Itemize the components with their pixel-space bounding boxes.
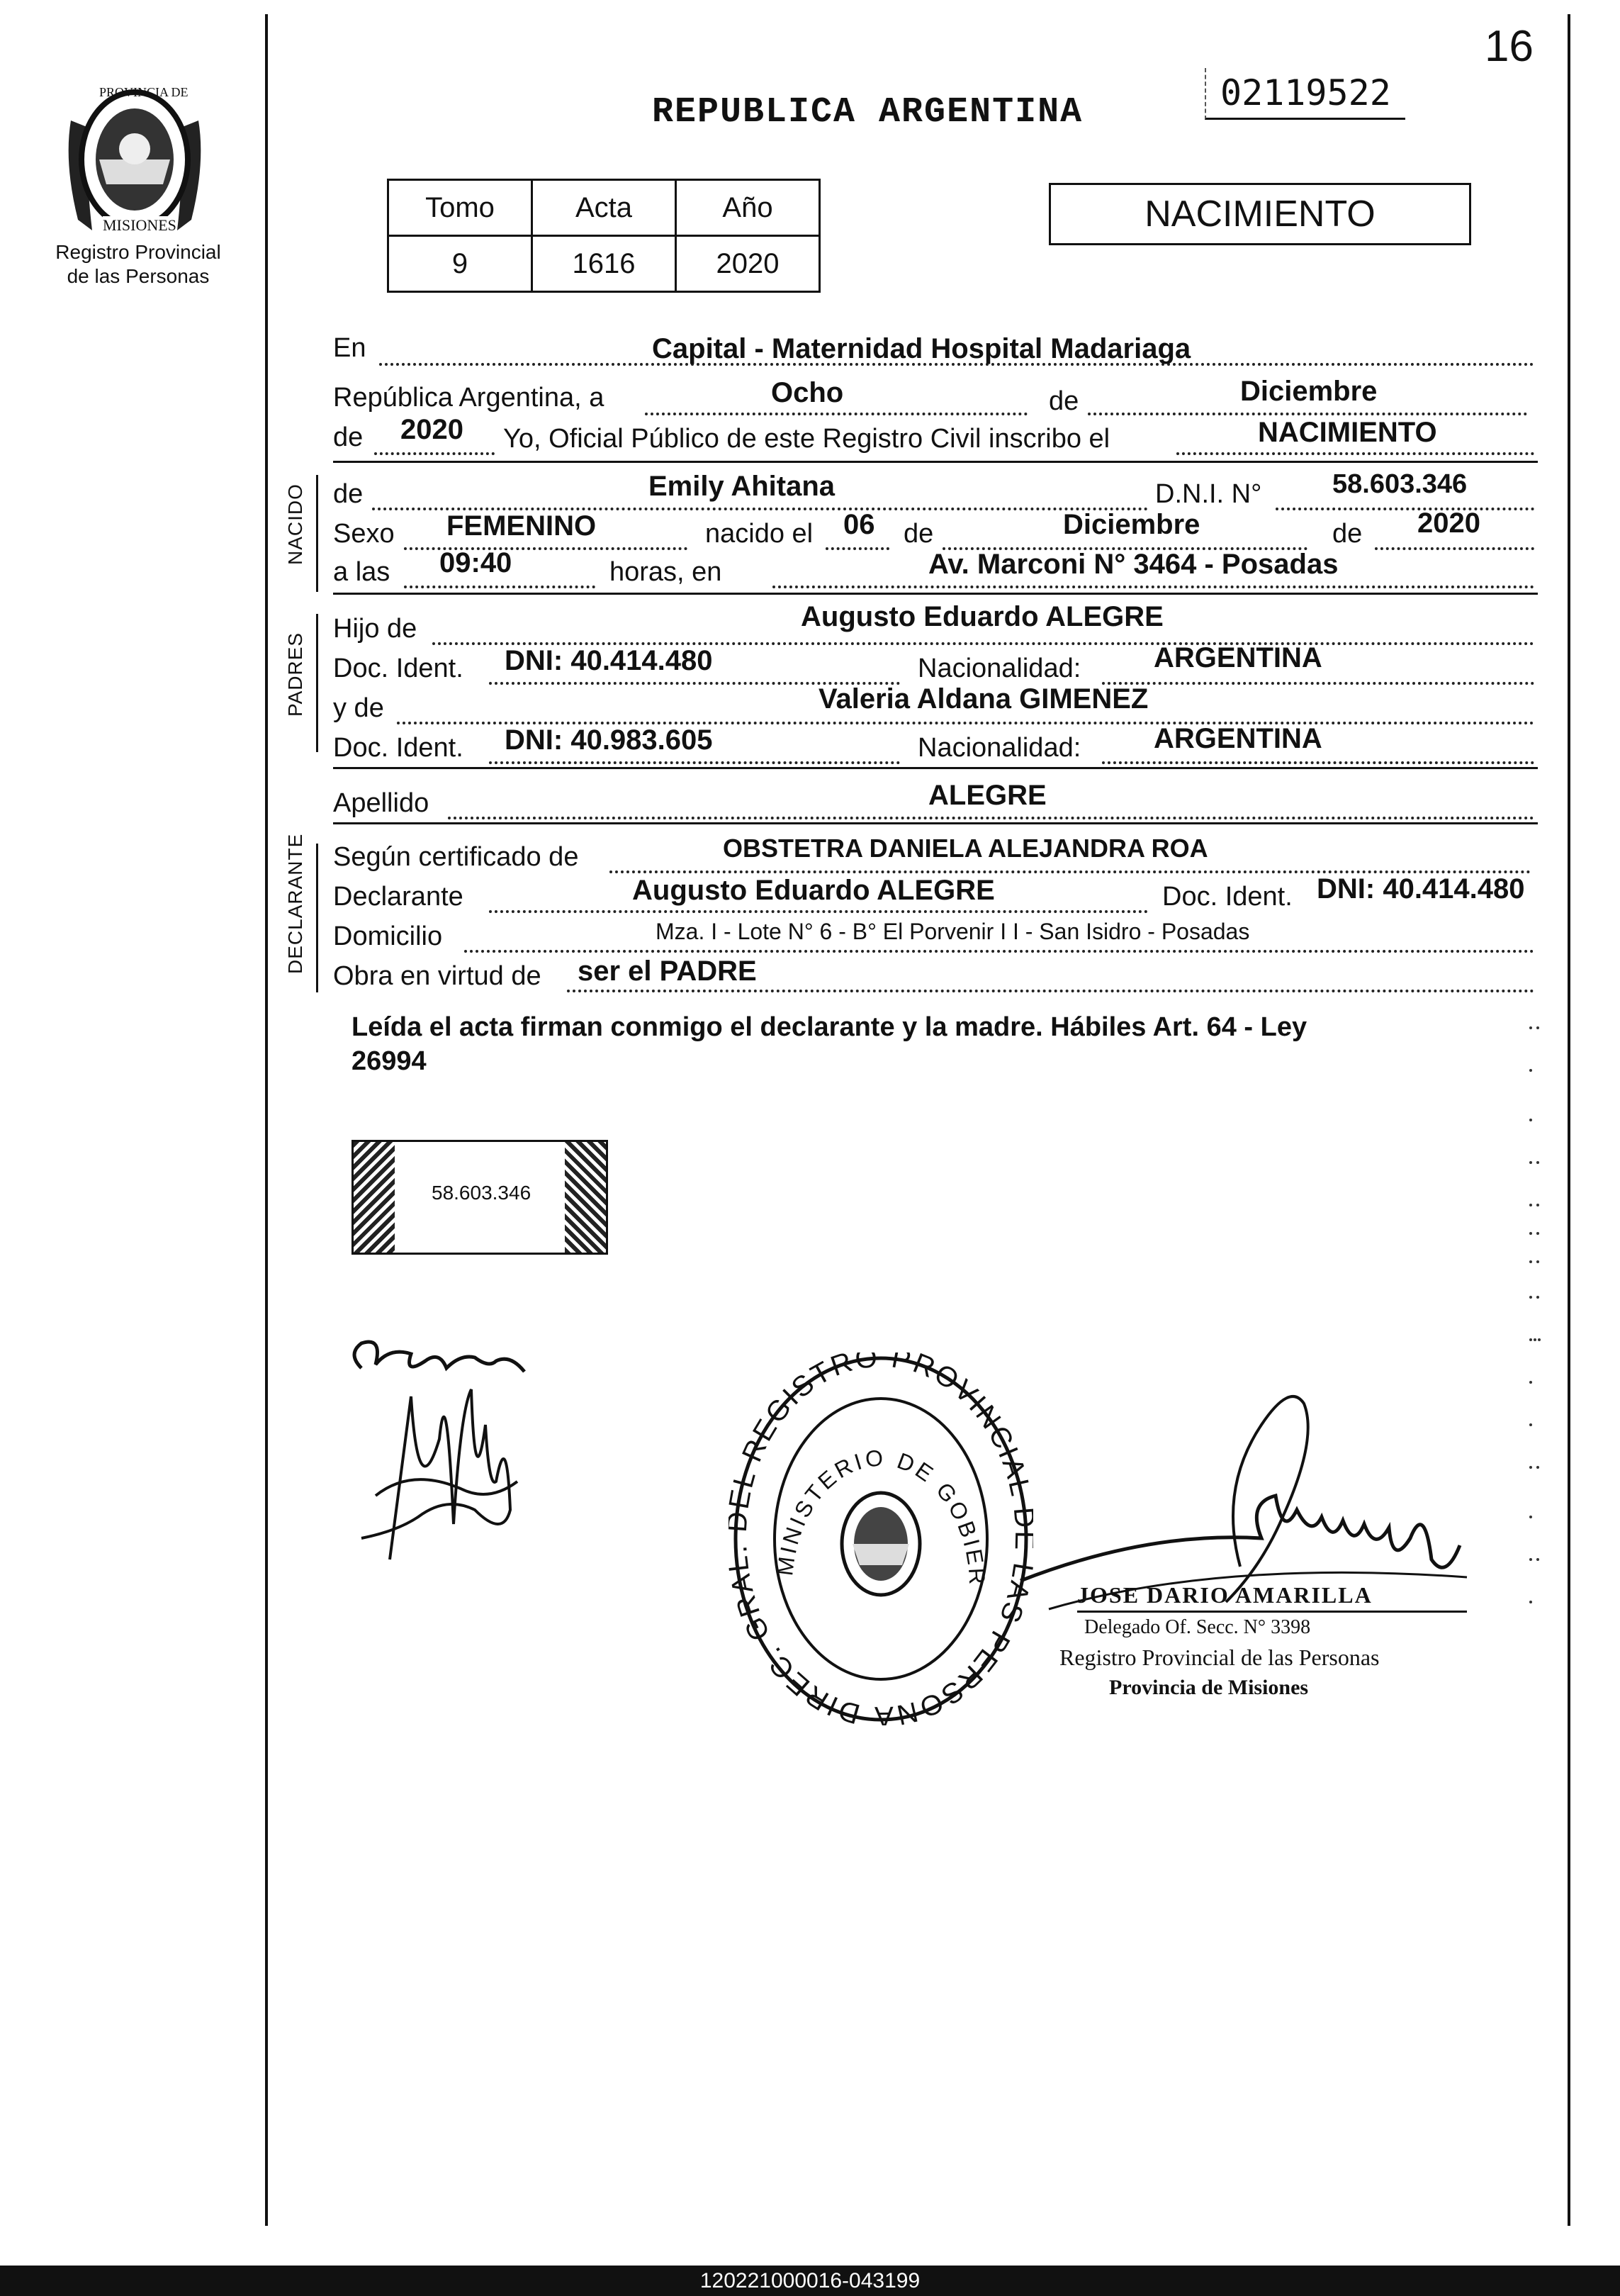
table-value-acta: 1616 [532,236,676,292]
father-nationality: ARGENTINA [1154,642,1322,673]
father-nationality-label: Nacionalidad: [918,654,1081,683]
nacido-bracket [316,475,318,592]
father-name: Augusto Eduardo ALEGRE [801,601,1164,632]
born-day: 06 [843,509,875,540]
at-label: a las [333,557,390,587]
declarante-bracket [316,844,318,992]
born-label: nacido el [705,519,814,549]
record-type-box: NACIMIENTO [1049,183,1471,245]
page-title: REPUBLICA ARGENTINA [652,92,1084,133]
official-name: JOSE DARIO AMARILLA [1077,1582,1373,1608]
born-line-1 [333,479,363,510]
born-de-label-3: de [1332,519,1363,549]
parents-line-4 [333,733,463,763]
separator [333,822,1538,824]
side-label-nacido: NACIDO [284,483,306,565]
dotted-line [489,761,900,764]
side-label-declarante: DECLARANTE [284,833,306,974]
fingerprint-right [565,1142,606,1253]
intro-month: Diciembre [1240,376,1378,407]
seal-outer-text: DIREC. GR L REGISTRO PROVINCIAL AS PERSONA [729,1353,1033,1725]
born-line-2 [333,519,395,549]
fingerprint-box [351,1140,608,1255]
certificate-label: Según certificado de [333,842,579,872]
born-time: 09:40 [439,547,512,578]
table-value-tomo: 9 [388,236,532,292]
separator [333,461,1538,463]
parents-line-3 [333,693,384,724]
left-margin-line [265,14,268,2226]
logo-caption-line1: Registro Provincial [55,241,221,263]
declarant-doc: DNI: 40.414.480 [1317,873,1525,905]
dotted-line [464,950,1534,953]
father-doc: DNI: 40.414.480 [505,645,713,676]
intro-line-2 [333,383,604,413]
declarant-signature [333,1326,560,1581]
birth-place: Capital - Maternidad Hospital Madariaga [652,333,1191,364]
dotted-line [448,817,1534,819]
hours-label: horas, en [609,557,722,587]
dotted-line [645,413,1028,415]
fingerprint-left [354,1142,395,1253]
mother-nationality: ARGENTINA [1154,723,1322,754]
de-label-month: de [1049,386,1079,416]
province-logo [57,78,213,241]
separator [333,767,1538,769]
table-header-tomo: Tomo [388,180,532,236]
dotted-line [1375,547,1534,550]
declarant-doc-label: Doc. Ident. [1162,882,1293,912]
mother-nationality-label: Nacionalidad: [918,733,1081,763]
seal-inner-text: MINISTERIO DE GOBIER [772,1445,991,1588]
child-sex: FEMENINO [446,510,597,542]
right-margin-line [1568,14,1570,2226]
registry-table [387,179,821,293]
day-words: Ocho [771,377,844,408]
declarant-capacity: ser el PADRE [578,956,757,987]
official-seal [729,1353,1033,1725]
table-value-anio: 2020 [676,236,820,292]
declarant-line-1 [333,842,578,873]
table-header-acta: Acta [532,180,676,236]
address-label: Domicilio [333,922,443,951]
logo-text-top: PROVINCIA DE [99,85,189,99]
capacity-label: Obra en virtud de [333,961,541,991]
declarant-address: Mza. I - Lote N° 6 - B° El Porvenir I I - San Isidro - Posadas [656,919,1250,944]
dotted-line [1088,413,1527,415]
padres-bracket [316,614,318,752]
intro-line-3 [333,422,363,453]
child-name: Emily Ahitana [648,471,836,502]
official-position: Delegado Of. Secc. N° 3398 [1084,1616,1311,1638]
table-header-anio: Año [676,180,820,236]
footer-code: 120221000016-043199 [0,2266,1620,2296]
declarant-line-3 [333,922,442,952]
surname-label: Apellido [333,788,429,818]
dotted-line [404,586,595,588]
dotted-line [567,990,1534,992]
closing-line-2: 26994 [351,1046,427,1076]
dotted-line [489,910,1148,913]
child-of-label: Hijo de [333,614,417,644]
official-province: Provincia de Misiones [1109,1676,1309,1699]
mother-doc: DNI: 40.983.605 [505,724,713,756]
dotted-line [1276,508,1534,510]
declarant-line-4 [333,961,541,992]
dotted-line [772,586,1534,588]
right-margin-marks [1524,1021,1545,1630]
declarant-name: Augusto Eduardo ALEGRE [632,875,995,906]
event: NACIMIENTO [1258,417,1437,448]
dotted-line [1102,761,1534,764]
dni-label: D.N.I. N° [1155,479,1262,509]
born-line-3 [333,557,390,588]
sex-label: Sexo [333,519,395,549]
side-label-padres: PADRES [284,632,306,717]
logo-text-bottom: MISIONES [103,216,176,234]
born-address: Av. Marconi N° 3464 - Posadas [928,549,1339,580]
and-label: y de [333,693,384,723]
dotted-line [1102,682,1534,685]
parents-line-1 [333,614,417,644]
page-number: 16 [1485,22,1534,71]
serial-number: 02119522 [1205,68,1405,120]
official-name-underline [1077,1611,1467,1613]
born-de-label: de [333,479,364,509]
dotted-line [826,547,889,550]
en-label: En [333,333,366,363]
separator [333,593,1538,595]
father-doc-label: Doc. Ident. [333,654,463,683]
born-month: Diciembre [1063,509,1200,540]
declarant-label: Declarante [333,882,463,912]
closing-line-1: Leída el acta firman conmigo el declarante y la madre. Hábiles Art. 64 - Ley [351,1012,1307,1042]
parents-line-2 [333,654,463,684]
born-year: 2020 [1417,508,1480,539]
declarant-line-2 [333,882,463,912]
surname-line [333,788,429,819]
de-label-year: de [333,422,364,452]
child-dni: 58.603.346 [1332,469,1468,499]
mother-doc-label: Doc. Ident. [333,733,463,763]
republic-label: República Argentina, a [333,383,604,413]
statement: Yo, Oficial Público de este Registro Civil inscribo el [503,424,1110,454]
mother-name: Valeria Aldana GIMENEZ [819,683,1149,715]
born-de-label-2: de [904,519,934,549]
intro-year: 2020 [400,414,463,445]
surname-value: ALEGRE [928,780,1047,811]
fingerprint-number: 58.603.346 [432,1182,531,1204]
dotted-line [1176,452,1534,455]
dotted-line [374,452,495,455]
certificate-value: OBSTETRA DANIELA ALEJANDRA ROA [723,834,1208,863]
official-office: Registro Provincial de las Personas [1059,1645,1380,1670]
logo-caption-line2: de las Personas [67,265,210,287]
